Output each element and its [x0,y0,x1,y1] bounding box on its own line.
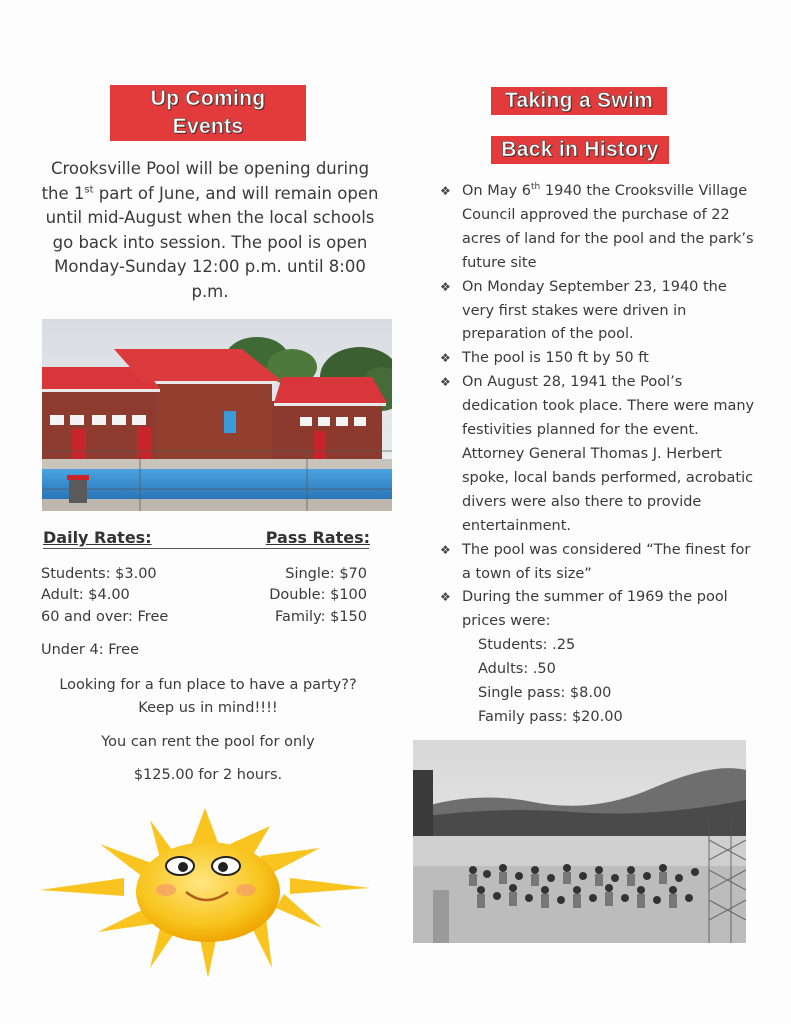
rent-line-2: $125.00 for 2 hours. [133,767,283,783]
bullet-icon: ❖ [440,542,451,557]
daily-rate-under4: Under 4: Free [41,642,139,658]
history-item: ❖ During the summer of 1969 the pool prices were: [440,586,760,634]
history-item: ❖ On Monday September 23, 1940 the very first stakes were driven in preparation of the pool. [440,276,760,348]
daily-rate-senior: 60 and over: Free [41,609,169,625]
history-list [440,180,760,730]
price-single-pass-1969: Single pass: $8.00 [478,685,612,702]
history-banner-line-2: Back in History [491,136,669,164]
history-banner-line-1: Taking a Swim [491,87,667,115]
history-item: ❖ The pool is 150 ft by 50 ft [440,347,760,371]
pass-rate-single: Single: $70 [285,566,367,582]
party-line-2: Keep us in mind!!!! [138,700,278,716]
smiling-sun-icon [40,808,380,978]
price-family-pass-1969: Family pass: $20.00 [478,708,623,725]
bullet-icon: ❖ [440,590,451,605]
upcoming-events-banner: Up Coming Events [110,85,306,141]
pass-rate-double: Double: $100 [269,587,367,603]
daily-rate-students: Students: $3.00 [41,566,157,582]
pool-intro-text: Crooksville Pool will be opening during the 1st part of June, and will remain open until mid-August when the local schools go back into session. The pool is open Monday-Sunday 12:00 p.m. until 8:00 p.m. [41,159,379,301]
daily-rate-adult: Adult: $4.00 [41,587,130,603]
history-item: ❖ On August 28, 1941 the Pool’s dedication took place. There were many festivities planned for the event. Attorney General Thomas J. Herbert spoke, local bands performed, acrobatic divers were also there to provide entertainment. [440,371,760,538]
bullet-icon: ❖ [440,375,451,390]
price-students-1969: Students: .25 [478,637,576,654]
pass-rates-heading: Pass Rates: [265,528,370,547]
bullet-icon: ❖ [440,351,451,366]
party-line-1: Looking for a fun place to have a party?? [59,677,357,693]
historic-pool-photo [413,740,746,943]
rates-divider [43,548,369,549]
daily-rates-heading: Daily Rates: [43,528,152,547]
history-item: ❖ On May 6th 1940 the Crooksville Village Council approved the purchase of 22 acres of land for the pool and the park’s future site [440,180,760,276]
history-item: ❖ The pool was considered “The finest for a town of its size” [440,539,760,587]
bullet-icon: ❖ [440,184,451,198]
pool-photo [42,319,392,511]
bullet-icon: ❖ [440,279,451,294]
rent-line-1: You can rent the pool for only [101,734,315,750]
price-adults-1969: Adults: .50 [478,661,556,678]
pass-rate-family: Family: $150 [275,609,367,625]
